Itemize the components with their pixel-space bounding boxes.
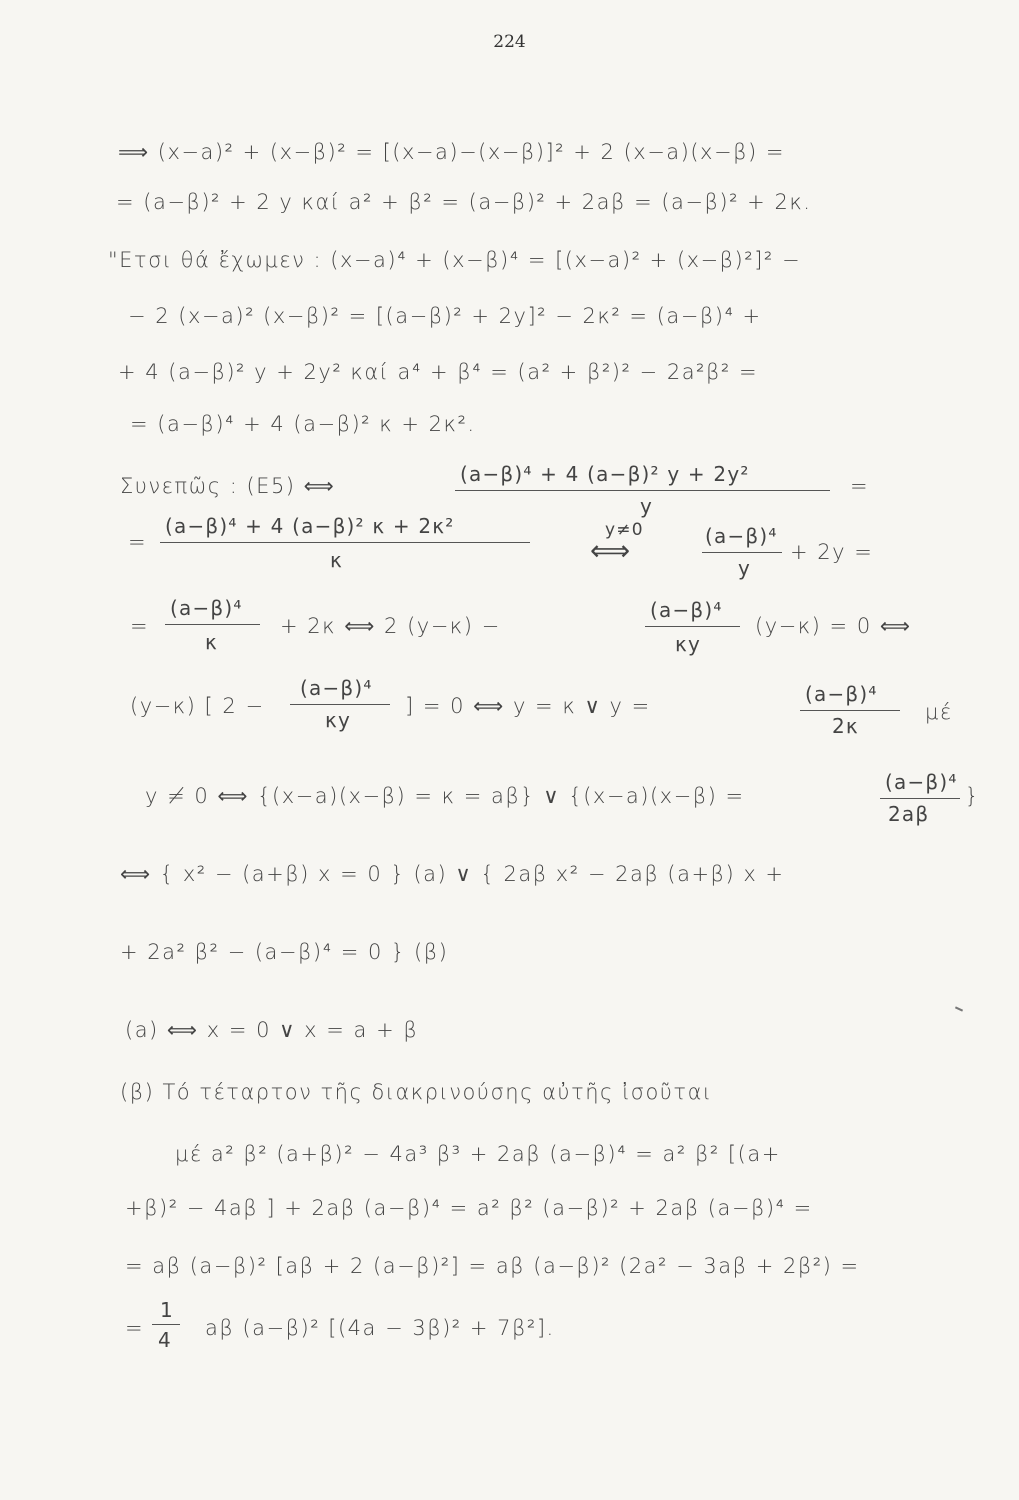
equation-line-15: (β) Τό τέταρτον τῆς διακρινούσης αὐτῆς ἰσοῦται — [120, 1080, 713, 1104]
fraction-bar — [880, 798, 960, 799]
fraction-numerator: 1 — [160, 1298, 174, 1322]
fraction-denominator: 2κ — [832, 714, 859, 738]
fraction-denominator: y — [640, 494, 654, 518]
equation-line-4: − 2 (x−a)² (x−β)² = [(a−β)² + 2y]² − 2κ² = (a−β)⁴ + — [128, 304, 762, 328]
equation-line-3: "Ετσι θά ἔχωμεν : (x−a)⁴ + (x−β)⁴ = [(x−a)² + (x−β)²]² − — [108, 248, 802, 272]
equation-line-7-lead: Συνεπῶς : (Ε5) ⟺ — [120, 474, 336, 498]
fraction-bar — [290, 704, 390, 705]
fraction-numerator: (a−β)⁴ — [650, 598, 723, 622]
ink-speck — [955, 1006, 963, 1011]
equation-middle: + 2κ ⟺ 2 (y−κ) − — [280, 614, 501, 638]
equation-lead: (y−κ) [ 2 − — [130, 694, 265, 718]
fraction-denominator: y — [738, 556, 752, 580]
fraction-numerator: (a−β)⁴ + 4 (a−β)² κ + 2κ² — [165, 514, 455, 538]
equation-line-5: + 4 (a−β)² y + 2y² καί a⁴ + β⁴ = (a² + β²)² − 2a²β² = — [118, 360, 759, 384]
fraction-denominator: 2aβ — [888, 802, 930, 826]
equation-line-17: +β)² − 4aβ ] + 2aβ (a−β)⁴ = a² β² (a−β)² + 2aβ (a−β)⁴ = — [125, 1196, 813, 1220]
fraction-bar — [152, 1324, 180, 1325]
fraction-denominator: 4 — [158, 1328, 172, 1352]
condition-label: y≠0 — [605, 520, 644, 540]
equation-line-1: ⟹ (x−a)² + (x−β)² = [(x−a)−(x−β)]² + 2 (x−a)(x−β) = — [118, 140, 785, 164]
fraction-denominator: κ — [330, 548, 343, 572]
equals-sign: = — [130, 614, 150, 638]
fraction-numerator: (a−β)⁴ — [805, 682, 878, 706]
fraction-denominator: κy — [675, 632, 702, 656]
fraction-bar — [645, 626, 740, 627]
equals-sign: = — [125, 1316, 145, 1340]
equation-line-2: = (a−β)² + 2 y καί a² + β² = (a−β)² + 2aβ = (a−β)² + 2κ. — [116, 190, 812, 214]
fraction-bar — [702, 552, 782, 553]
fraction-denominator: κy — [325, 708, 352, 732]
fraction-numerator: (a−β)⁴ — [300, 676, 373, 700]
equation-tail: μέ — [925, 700, 953, 724]
equation-line-18: = aβ (a−β)² [aβ + 2 (a−β)²] = aβ (a−β)² (2a² − 3aβ + 2β²) = — [125, 1254, 860, 1278]
equation-line-13: + 2a² β² − (a−β)⁴ = 0 } (β) — [120, 940, 449, 964]
equation-line-6: = (a−β)⁴ + 4 (a−β)² κ + 2κ². — [130, 412, 476, 436]
equals-sign: = — [850, 474, 870, 498]
equation-line-14: (a) ⟺ x = 0 ∨ x = a + β — [125, 1018, 419, 1042]
equation-middle: ] = 0 ⟺ y = κ ∨ y = — [405, 694, 651, 718]
equals-sign: = — [128, 530, 148, 554]
page-number: 224 — [493, 32, 526, 52]
fraction-bar — [800, 710, 900, 711]
equivalence-arrow: ⟺ — [590, 534, 631, 567]
fraction-numerator: (a−β)⁴ — [705, 524, 778, 548]
fraction-denominator: κ — [205, 630, 218, 654]
equation-line-12: ⟺ { x² − (a+β) x = 0 } (a) ∨ { 2aβ x² − 2aβ (a+β) x + — [120, 862, 785, 886]
fraction-bar — [165, 624, 260, 625]
equation-line-11: y ≠ 0 ⟺ {(x−a)(x−β) = κ = aβ} ∨ {(x−a)(x−β) = — [145, 784, 745, 808]
fraction-numerator: (a−β)⁴ — [885, 770, 958, 794]
fraction-bar — [160, 542, 530, 543]
equation-line-19: aβ (a−β)² [(4a − 3β)² + 7β²]. — [205, 1316, 555, 1340]
fraction-bar — [455, 490, 830, 491]
fraction-numerator: (a−β)⁴ + 4 (a−β)² y + 2y² — [460, 462, 750, 486]
equation-tail: (y−κ) = 0 ⟺ — [755, 614, 912, 638]
equation-tail: + 2y = — [790, 540, 874, 564]
fraction-numerator: (a−β)⁴ — [170, 596, 243, 620]
equation-line-16: μέ a² β² (a+β)² − 4a³ β³ + 2aβ (a−β)⁴ = a² β² [(a+ — [175, 1142, 781, 1166]
closing-brace: } — [965, 784, 980, 808]
